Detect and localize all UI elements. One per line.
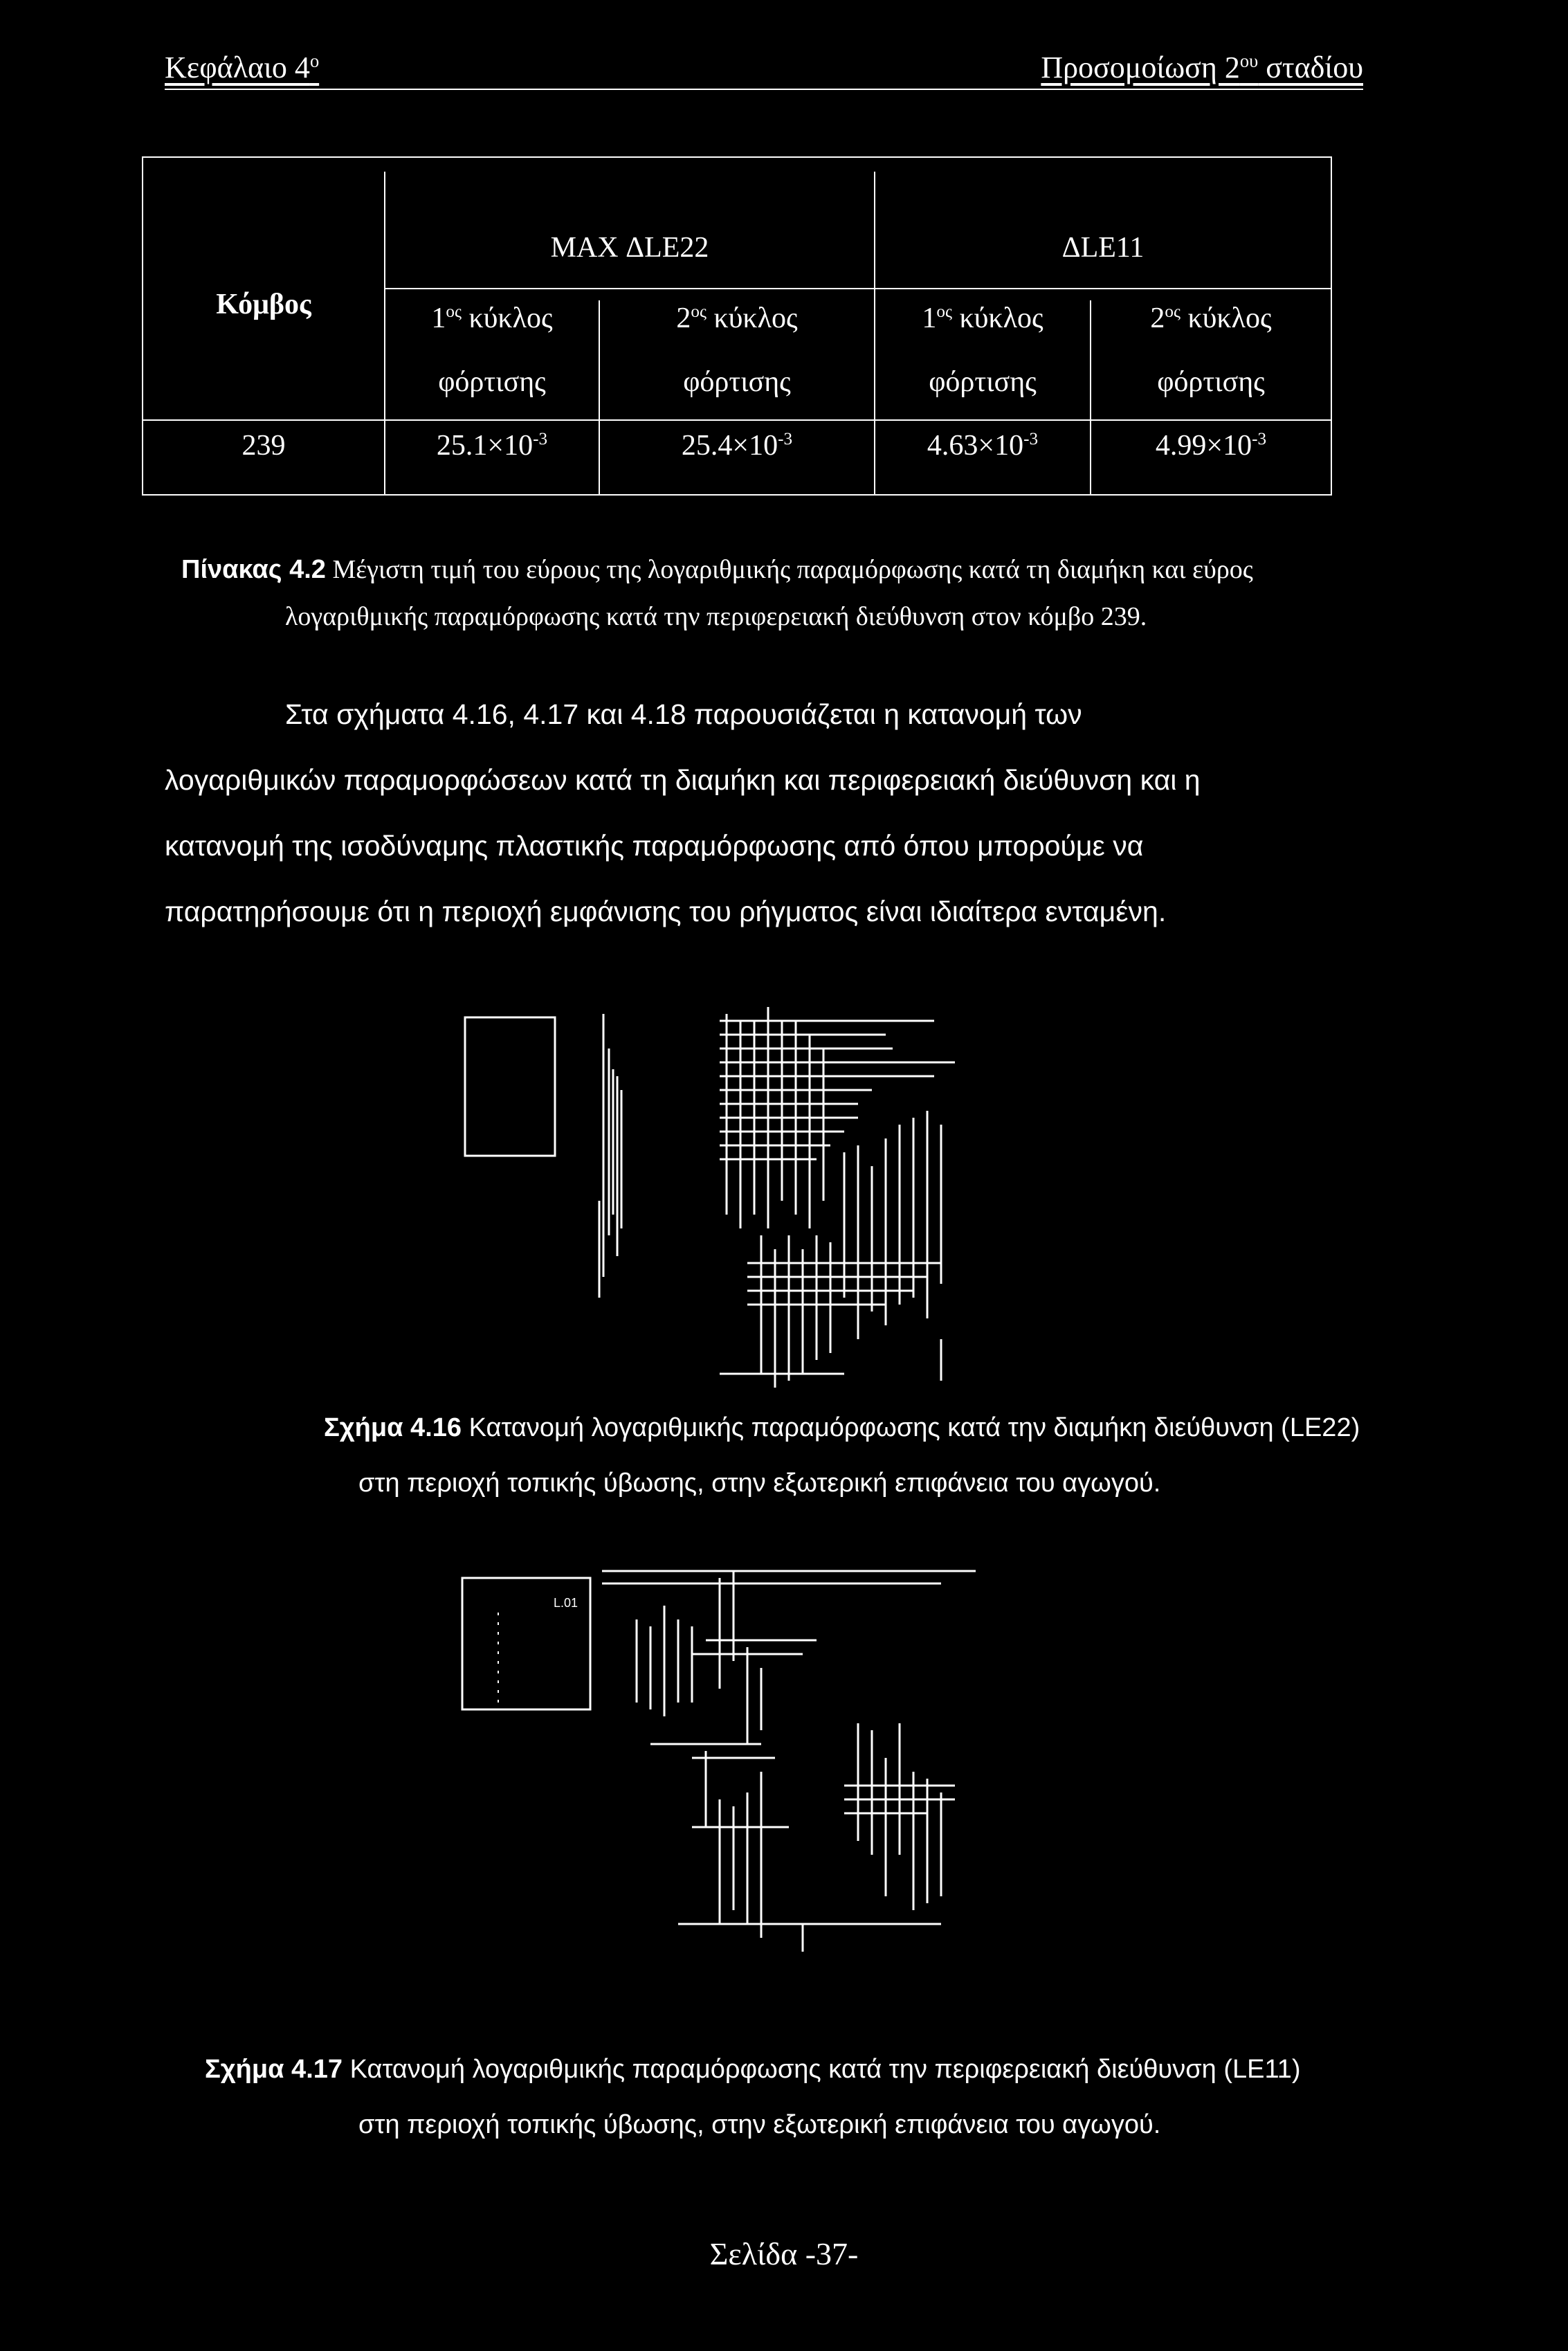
header-section: Προσομοίωση $2^{o\upsilon}$ σταδίου (1041, 50, 1363, 84)
node-header: Κόμβος (216, 289, 311, 320)
figure-4-17-caption-line1: Σχήμα 4.17 Κατανομή λογαριθμικής παραμόρφωσης κατά την περιφερειακή διεύθυνση (LE11) (205, 2055, 1301, 2084)
sub-header-3: $1^{o\varsigma}$ κύκλος (922, 302, 1043, 334)
header-rule (165, 89, 1363, 90)
row-node: 239 (241, 430, 286, 462)
results-table (142, 156, 1332, 496)
table-caption-line1: Πίνακας 4.2 Μέγιστη τιμή του εύρους της λογαριθμικής παραμόρφωσης κατά τη διαμήκη και εύρος (181, 555, 1253, 584)
sub-header-1-line2: φόρτισης (438, 366, 546, 398)
row-value-4: $4.99\times 10^{-3}$ (1155, 430, 1267, 462)
paragraph-line1: Στα σχήματα 4.16, 4.17 και 4.18 παρουσιάζεται η κατανομή των (285, 698, 1082, 730)
paragraph-line4: παρατηρήσουμε ότι η περιοχή εμφάνισης του ρήγματος είναι ιδιαίτερα ενταμένη. (165, 896, 1167, 927)
row-value-2: $25.4\times 10^{-3}$ (681, 430, 793, 462)
sub-header-1: $1^{o\varsigma}$ κύκλος (431, 302, 553, 334)
contour-grid-top (720, 1007, 955, 1228)
contour-lines-left (599, 1014, 621, 1298)
row-value-3: $4.63\times 10^{-3}$ (927, 430, 1039, 462)
paragraph-line2: λογαριθμικών παραμορφώσεων κατά τη διαμήκη και περιφερειακή διεύθυνση και η (165, 764, 1201, 796)
contour-lines (602, 1571, 976, 1952)
figure-4-17-plot (457, 1564, 983, 1952)
figure-4-16-caption-line1: Σχήμα 4.16 Κατανομή λογαριθμικής παραμόρφωσης κατά την διαμήκη διεύθυνση (LE22) (324, 1413, 1360, 1442)
sub-header-4: $2^{o\varsigma}$ κύκλος (1150, 302, 1272, 334)
paragraph-line3: κατανομή της ισοδύναμης πλαστικής παραμόρφωσης από όπου μπορούμε να (165, 830, 1144, 862)
header-chapter: Κεφάλαιο $4^o$ (165, 50, 320, 84)
sub-header-3-line2: φόρτισης (929, 366, 1037, 398)
group-header-le22: MAX ΔLE22 (550, 232, 709, 264)
group-header-le11: ΔLE11 (1061, 232, 1145, 264)
figure-4-16-plot (457, 1007, 1010, 1401)
legend-box (465, 1017, 555, 1156)
contour-grid-bottom (720, 1111, 941, 1388)
page-number: Σελίδα -37- (709, 2236, 859, 2271)
row-value-1: $25.1\times 10^{-3}$ (436, 430, 548, 462)
sub-header-2-line2: φόρτισης (683, 366, 791, 398)
figure-4-17-caption-line2: στη περιοχή τοπικής ύβωσης, στην εξωτερική επιφάνεια του αγωγού. (358, 2110, 1161, 2139)
sub-header-2: $2^{o\varsigma}$ κύκλος (676, 302, 798, 334)
legend-label: L.01 (554, 1596, 578, 1610)
figure-4-16-caption-line2: στη περιοχή τοπικής ύβωσης, στην εξωτερική επιφάνεια του αγωγού. (358, 1469, 1161, 1498)
table-caption-line2: λογαριθμικής παραμόρφωσης κατά την περιφερειακή διεύθυνση στον κόμβο 239. (285, 602, 1147, 631)
sub-header-4-line2: φόρτισης (1157, 366, 1265, 398)
